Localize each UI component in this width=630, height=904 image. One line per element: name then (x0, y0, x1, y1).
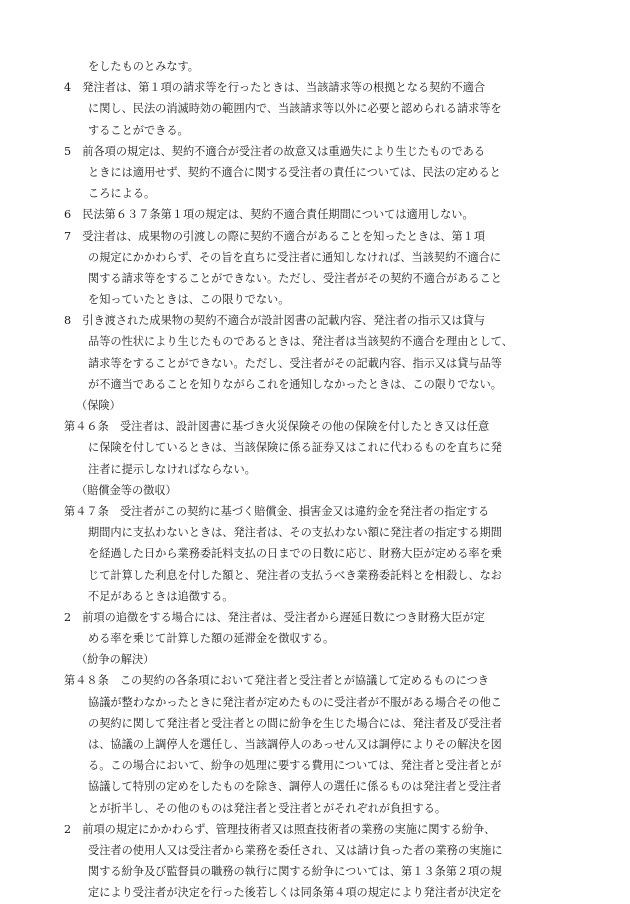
text-line: 7 受注者は、成果物の引渡しの際に契約不適合があることを知ったときは、第１項 (64, 229, 486, 243)
text-line: 品等の性状により生じたものであるときは、発注者は当該契約不適合を理由として、 (88, 335, 513, 349)
text-line: 2 前項の追徴をする場合には、発注者は、受注者から遅延日数につき財務大臣が定 (64, 610, 485, 624)
text-line: 6 民法第６３７条第１項の規定は、契約不適合責任期間については適用しない。 (64, 208, 474, 222)
text-line: をしたものとみなす。 (88, 60, 199, 73)
text-line: の規定にかかわらず、その旨を直ちに受注者に通知しなければ、当該契約不適合に (88, 250, 502, 264)
text-line: 不足があるときは追徴する。 (88, 589, 234, 603)
text-line: 期間内に支払わないときは、発注者は、その支払わない額に発注者の指定する期間 (88, 526, 502, 540)
text-line: の契約に関して発注者と受注者との間に紛争を生じた場合には、発注者及び受注者 (88, 716, 502, 730)
text-line: める率を乗じて計算した額の延滞金を徴収する。 (88, 632, 335, 646)
text-line: を経過した日から業務委託料支払の日までの日数に応じ、財務大臣が定める率を乗 (88, 547, 502, 561)
text-line: 2 前項の規定にかかわらず、管理技術者又は照査技術者の業務の実施に関する紛争、 (64, 822, 496, 836)
text-line: 協議して特別の定めをしたものを除き、調停人の選任に係るものは発注者と受注者 (88, 780, 502, 794)
article-line: 第４８条 この契約の各条項において発注者と受注者とが協議して定めるものにつき (64, 674, 489, 688)
text-line: 注者に提示しなければならない。 (88, 462, 256, 476)
text-line: 5 前各項の規定は、契約不適合が受注者の故意又は重過失により生じたものである (64, 144, 486, 158)
text-line: に関し、民法の消滅時効の範囲内で、当該請求等以外に必要と認められる請求等を (88, 102, 502, 116)
text-line: 8 引き渡された成果物の契約不適合が設計図書の記載内容、発注者の指示又は貸与 (64, 314, 486, 328)
text-line: 請求等をすることができない。ただし、受注者がその記載内容、指示又は貸与品等 (88, 356, 502, 370)
article-line: 第４６条 受注者は、設計図書に基づき火災保険その他の保険を付したとき又は任意 (64, 420, 490, 434)
text-line: を知っていたときは、この限りでない。 (88, 293, 290, 307)
text-line: 関する請求等をすることができない。ただし、受注者がその契約不適合があること (88, 271, 502, 285)
section-heading: （賠償金等の徴収） (76, 483, 177, 497)
text-line: る。この場合において、紛争の処理に要する費用については、発注者と受注者とが (88, 759, 502, 773)
section-heading: （保険） (76, 399, 121, 412)
text-line: が不適当であることを知りながらこれを通知しなかったときは、この限りでない。 (88, 377, 502, 391)
text-line: 協議が整わなかったときに発注者が定めたものに受注者が不服がある場合その他こ (88, 695, 502, 709)
text-line: じて計算した利息を付した額と、発注者の支払うべき業務委託料とを相殺し、なお (88, 568, 502, 582)
article-line: 第４７条 受注者がこの契約に基づく賠償金、損害金又は違約金を発注者の指定する (64, 504, 490, 518)
text-line: ときには適用せず、契約不適合に関する受注者の責任については、民法の定めると (88, 165, 501, 179)
text-line: することができる。 (88, 123, 189, 137)
text-line: ころによる。 (88, 187, 156, 201)
text-line: とが折半し、その他のものは発注者と受注者とがそれぞれが負担する。 (88, 801, 447, 815)
text-line: に保険を付しているときは、当該保険に係る証券又はこれに代わるものを直ちに発 (88, 441, 502, 455)
document-body (64, 56, 576, 904)
text-line: 4 発注者は、第１項の請求等を行ったときは、当該請求等の根拠となる契約不適合 (64, 81, 486, 95)
text-line: 関する紛争及び監督員の職務の執行に関する紛争については、第１３条第２項の規 (88, 865, 502, 879)
section-heading: （紛争の解決） (76, 653, 155, 667)
text-line: 定により受注者が決定を行った後若しくは同条第４項の規定により発注者が決定を (88, 886, 502, 900)
text-line: 受注者の使用人又は受注者から業務を委任され、又は請け負った者の業務の実施に (88, 843, 503, 857)
text-line: は、協議の上調停人を選任し、当該調停人のあっせん又は調停によりその解決を図 (88, 738, 502, 751)
